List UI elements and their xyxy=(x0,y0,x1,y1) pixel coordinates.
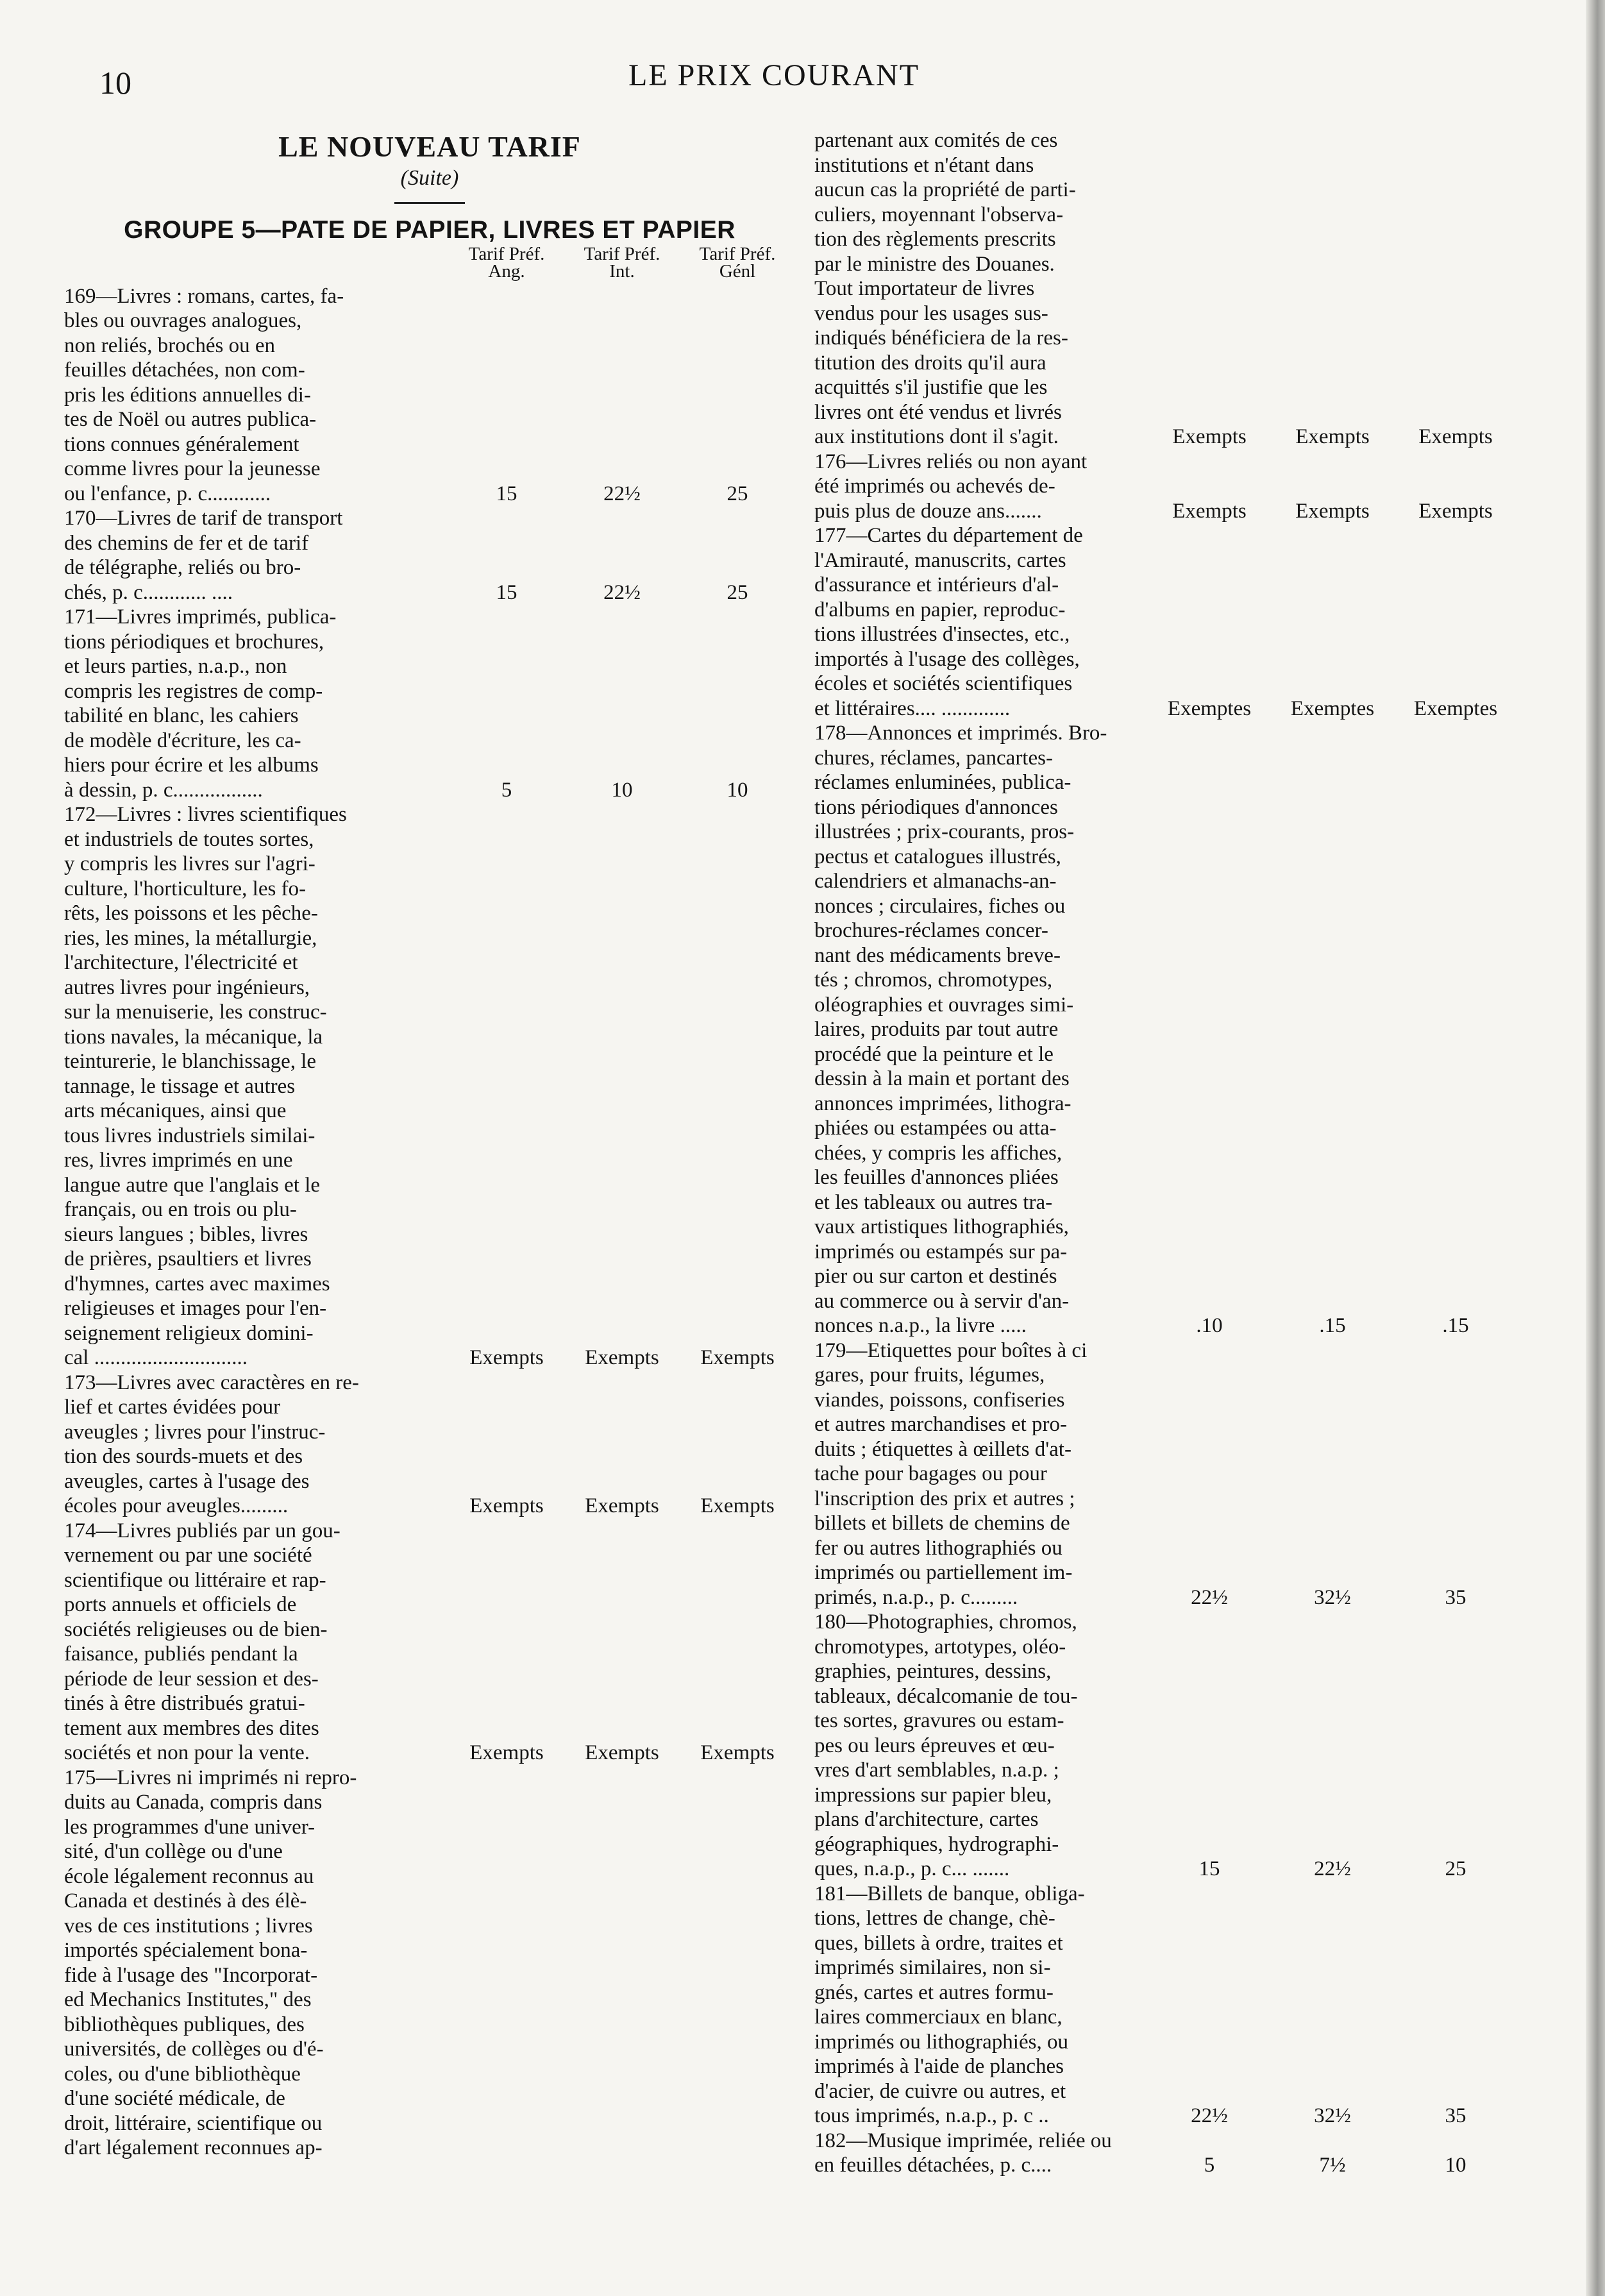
entry-text: 169—Livres : romans, cartes, fa- bles ou ouvrages analogues, non reliés, brochés ou en feuilles détachées, non com- pris les éditions annuelles di- tes de Noël ou autres publica- tions connues généralement comme livres pour la jeunesse ou l'enfance, p. c............ xyxy=(64,284,344,505)
rate-value: Exempts xyxy=(1172,499,1247,523)
rate-value: 32½ xyxy=(1314,1585,1351,1609)
entry-rates xyxy=(1148,499,1517,524)
column-header: Tarif Préf. Génl xyxy=(699,243,776,282)
tariff-entry xyxy=(808,1882,1533,2129)
entry-rates xyxy=(1148,696,1517,722)
rate-value: 32½ xyxy=(1314,2104,1351,2127)
tariff-entry xyxy=(808,523,1533,721)
rate-value: Exemptes xyxy=(1413,696,1498,720)
rate-value: Exempts xyxy=(469,1346,544,1369)
entry-rates xyxy=(449,482,795,507)
tariff-entry xyxy=(808,721,1533,1338)
rate-value: .15 xyxy=(1319,1314,1346,1337)
entry-text: partenant aux comités de ces institutions et n'étant dans aucun cas la propriété de parti- culiers, moyennant l'observa- tion des règlements prescrits par le ministre des Douanes. Tout importateur de livres vendus pour les usages sus- indiqués bénéficiera de la res- titution des droits qu'il aura acquittés s'il justifie que les livres ont été vendus et livrés aux institutions dont il s'agit. xyxy=(814,129,1076,448)
rate-value: Exempts xyxy=(700,1494,775,1517)
section-subtitle: (Suite) xyxy=(400,165,459,190)
tariff-entry xyxy=(64,1519,795,1766)
rate-value: 5 xyxy=(1204,2154,1215,2177)
rate-value: .15 xyxy=(1442,1314,1469,1337)
rate-value: 10 xyxy=(727,778,748,802)
rate-column-headers xyxy=(64,243,795,282)
entry-rates xyxy=(449,1494,795,1519)
column-header: Tarif Préf. Ang. xyxy=(468,243,545,282)
rate-value: Exempts xyxy=(1295,499,1370,523)
left-entries xyxy=(64,284,795,2161)
rate-value: Exempts xyxy=(1295,425,1370,448)
entry-text: 170—Livres de tarif de transport des chemins de fer et de tarif de télégraphe, reliés ou bro- chés, p. c............ .... xyxy=(64,507,343,604)
rate-value: Exempts xyxy=(585,1741,659,1764)
rate-value: Exempts xyxy=(585,1346,659,1369)
section-title: LE NOUVEAU TARIF xyxy=(278,130,581,163)
rate-value: Exempts xyxy=(700,1346,775,1369)
entry-text: 178—Annonces et imprimés. Bro- chures, réclames, pancartes- réclames enluminées, publica- tions périodiques d'annonces illustrées ; prix-courants, pros- pectus et catalogues illustrés, calendriers et almanachs-an- nonces ; circulaires, fiches ou brochures-réclames concer- nant des médicaments breve- tés ; chromos, chromotypes, oléographies et ouvrages simi- laires, produits par tout autre procédé que la peinture et le dessin à la main et portant des annonces imprimées, lithogra- phiées ou estampées ou atta- chées, y compris les affiches, les feuilles d'annonces pliées et les tableaux ou autres tra- vaux artistiques lithographiés, imprimés ou estampés sur pa- pier ou sur carton et destinés au commerce ou à servir d'an- nonces n.a.p., la livre ..... xyxy=(814,722,1107,1337)
rate-value: 25 xyxy=(1445,1857,1466,1880)
entry-rates xyxy=(1148,1857,1517,1882)
group-title: GROUPE 5—PATE DE PAPIER, LIVRES ET PAPIER xyxy=(124,216,735,244)
rate-value: 7½ xyxy=(1319,2154,1346,2177)
entry-text: 176—Livres reliés ou non ayant été imprimés ou achevés de- puis plus de douze ans....... xyxy=(814,450,1088,523)
rate-value: 22½ xyxy=(1191,2104,1228,2127)
entry-text: 182—Musique imprimée, reliée ou en feuilles détachées, p. c.... xyxy=(814,2129,1112,2177)
rate-value: Exempts xyxy=(469,1741,544,1764)
rate-value: 25 xyxy=(727,482,748,505)
rate-value: 35 xyxy=(1445,1585,1466,1609)
rate-value: 10 xyxy=(1445,2154,1466,2177)
tariff-entry xyxy=(808,128,1533,450)
tariff-entry xyxy=(808,450,1533,524)
entry-text: 181—Billets de banque, obliga- tions, lettres de change, chè- ques, billets à ordre, traites et imprimés similaires, non si- gnés, cartes et autres formu- laires commerciaux en blanc, imprimés ou lithographiés, ou imprimés à l'aide de planches d'acier, de cuivre ou autres, et tous imprimés, n.a.p., p. c .. xyxy=(814,1882,1085,2127)
tariff-entry xyxy=(808,2129,1533,2178)
scan-edge xyxy=(1586,0,1605,2296)
rate-value: 10 xyxy=(611,778,633,802)
rate-value: Exemptes xyxy=(1290,696,1375,720)
rate-value: 22½ xyxy=(603,482,641,505)
tariff-entry xyxy=(64,1766,795,2161)
entry-rates xyxy=(449,1741,795,1766)
rate-value: Exempts xyxy=(585,1494,659,1517)
tariff-entry xyxy=(64,802,795,1371)
rate-value: Exempts xyxy=(700,1741,775,1764)
rate-value: 22½ xyxy=(1314,1857,1351,1880)
rate-value: Exempts xyxy=(469,1494,544,1517)
tariff-entry xyxy=(64,284,795,507)
entry-text: 171—Livres imprimés, publica- tions périodiques et brochures, et leurs parties, n.a.p., non compris les registres de comp- tabilité en blanc, les cahiers de modèle d'écriture, les ca- hiers pour écrire et les albums à dessin, p. c................. xyxy=(64,605,337,802)
column-header: Tarif Préf. Int. xyxy=(584,243,660,282)
entry-rates xyxy=(1148,1585,1517,1610)
entry-text: 177—Cartes du département de l'Amirauté, manuscrits, cartes d'assurance et intérieurs d'al- d'albums en papier, reproduc- tions illustrées d'insectes, etc., importés à l'usage des collèges, écoles et sociétés scientifiques et littéraires.... ............. xyxy=(814,524,1083,720)
left-column xyxy=(64,128,795,2161)
rate-value: Exempts xyxy=(1418,425,1493,448)
entry-rates xyxy=(449,778,795,803)
rate-value: 22½ xyxy=(1191,1585,1228,1609)
tariff-entry xyxy=(808,1338,1533,1610)
entry-text: 180—Photographies, chromos, chromotypes, artotypes, oléo- graphies, peintures, dessins, tableaux, décalcomanie de tou- tes sortes, gravures ou estam- pes ou leurs épreuves et œu- vres d'art semblables, n.a.p. ; impressions sur papier bleu, plans d'architecture, cartes géographiques, hydrographi- ques, n.a.p., p. c... ....... xyxy=(814,1610,1078,1880)
rate-value: 15 xyxy=(496,580,517,604)
rate-value: 15 xyxy=(496,482,517,505)
entry-text: 175—Livres ni imprimés ni repro- duits au Canada, compris dans les programmes d'une univer- sité, d'un collège ou d'une école légalement reconnus au Canada et destinés à des élè- ves de ces institutions ; livres importés spécialement bona- fide à l'usage des "Incorporat- ed Mechanics Institutes," des bibliothèques publiques, des universités, de collèges ou d'é- coles, ou d'une bibliothèque d'une société médicale, de droit, littéraire, scientifique ou d'art légalement reconnues ap- xyxy=(64,1766,357,2159)
entry-rates xyxy=(1148,1313,1517,1338)
entry-rates xyxy=(1148,2153,1517,2178)
entry-text: 179—Etiquettes pour boîtes à ci gares, pour fruits, légumes, viandes, poissons, confiseries et autres marchandises et pro- duits ; étiquettes à œillets d'at- tache pour bagages ou pour l'inscription des prix et autres ; billets et billets de chemins de fer ou autres lithographiés ou imprimés ou partiellement im- primés, n.a.p., p. c......... xyxy=(814,1338,1088,1609)
tariff-entry xyxy=(64,1371,795,1519)
tariff-entry xyxy=(808,1610,1533,1882)
tariff-entry xyxy=(64,605,795,802)
heading-rule xyxy=(394,202,465,204)
rate-value: Exempts xyxy=(1418,499,1493,523)
rate-value: Exemptes xyxy=(1167,696,1252,720)
rate-value: .10 xyxy=(1196,1314,1223,1337)
entry-text: 172—Livres : livres scientifiques et industriels de toutes sortes, y compris les livres sur l'agri- culture, l'horticulture, les fo- rêts, les poissons et les pêche- ries, les mines, la métallurgie, l'architecture, l'électricité et autres livres pour ingénieurs, sur la menuiserie, les construc- tions navales, la mécanique, la teinturerie, le blanchissage, le tannage, le tissage et autres arts mécaniques, ainsi que tous livres industriels similai- res, livres imprimés en une langue autre que l'anglais et le français, ou en trois ou plu- sieurs langues ; bibles, livres de prières, psaultiers et livres d'hymnes, cartes avec maximes religieuses et images pour l'en- seignement religieux domini- cal ............................. xyxy=(64,803,347,1369)
rate-value: 35 xyxy=(1445,2104,1466,2127)
running-title: LE PRIX COURANT xyxy=(628,58,920,92)
rate-value: 25 xyxy=(727,580,748,604)
entry-text: 174—Livres publiés par un gou- vernement ou par une société scientifique ou littéraire et rap- ports annuels et officiels de sociétés religieuses ou de bien- faisance, publiés pendant la période de leur session et des- tinés à être distribués gratui- tement aux membres des dites sociétés et non pour la vente. xyxy=(64,1519,340,1764)
rate-value: 5 xyxy=(501,778,512,802)
entry-rates xyxy=(449,1346,795,1371)
rate-value: 22½ xyxy=(603,580,641,604)
entry-text: 173—Livres avec caractères en re- lief et cartes évidées pour aveugles ; livres pour l'instruc- tion des sourds-muets et des aveugles, cartes à l'usage des écoles pour aveugles......... xyxy=(64,1371,359,1517)
rate-value: Exempts xyxy=(1172,425,1247,448)
right-column xyxy=(808,128,1533,2178)
entry-rates xyxy=(449,580,795,605)
entry-rates xyxy=(1148,2104,1517,2129)
tariff-entry xyxy=(64,506,795,605)
rate-value: 15 xyxy=(1198,1857,1220,1880)
page-number: 10 xyxy=(99,65,131,101)
entry-rates xyxy=(1148,425,1517,450)
right-entries xyxy=(808,128,1533,2178)
